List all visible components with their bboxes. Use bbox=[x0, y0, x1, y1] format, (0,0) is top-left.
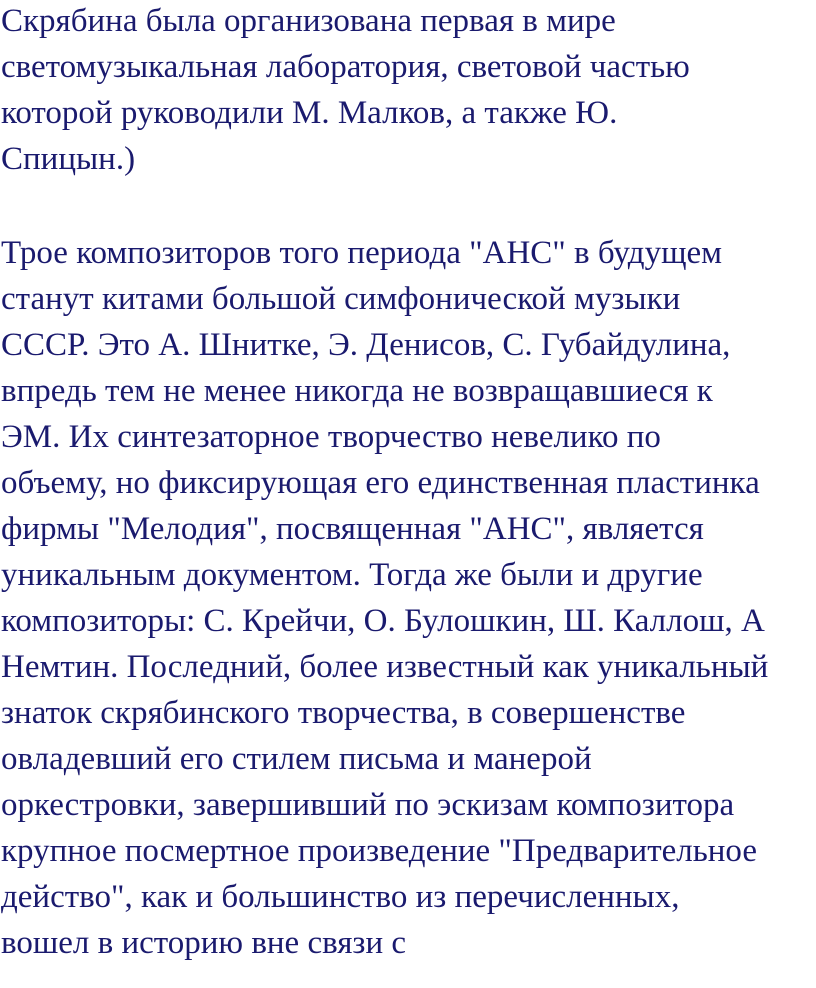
text-line: действо", как и большинство из перечисленных, bbox=[1, 879, 680, 915]
text-line: СССР. Это А. Шнитке, Э. Денисов, С. Губайдулина, bbox=[1, 327, 731, 363]
text-line: впредь тем не менее никогда не возвращавшиеся к bbox=[1, 373, 713, 409]
text-line: уникальным документом. Тогда же были и другие bbox=[1, 557, 703, 593]
text-line: знаток скрябинского творчества, в совершенстве bbox=[1, 695, 686, 731]
text-line: оркестровки, завершивший по эскизам композитора bbox=[1, 787, 735, 823]
text-line: Скрябина была организована первая в мире bbox=[1, 3, 616, 39]
text-line: композиторы: С. Крейчи, О. Булошкин, Ш. Каллош, А bbox=[1, 603, 765, 639]
text-line: крупное посмертное произведение "Предварительное bbox=[1, 833, 757, 869]
paragraph-1 bbox=[1, 0, 816, 182]
text-line: Немтин. Последний, более известный как уникальный bbox=[1, 649, 769, 685]
text-line: Трое композиторов того периода "АНС" в будущем bbox=[1, 235, 723, 271]
text-line: объему, но фиксирующая его единственная пластинка bbox=[1, 465, 760, 501]
text-line: станут китами большой симфонической музыки bbox=[1, 281, 681, 317]
text-line: фирмы "Мелодия", посвященная "АНС", является bbox=[1, 511, 704, 547]
text-line: вошел в историю вне связи с bbox=[1, 925, 407, 961]
text-line: ЭМ. Их синтезаторное творчество невелико по bbox=[1, 419, 661, 455]
text-line: Спицын.) bbox=[1, 141, 136, 177]
text-line: светомузыкальная лаборатория, световой частью bbox=[1, 49, 690, 85]
text-line: которой руководили М. Малков, а также Ю. bbox=[1, 95, 618, 131]
text-line: овладевший его стилем письма и манерой bbox=[1, 741, 592, 777]
paragraph-2 bbox=[1, 230, 816, 966]
